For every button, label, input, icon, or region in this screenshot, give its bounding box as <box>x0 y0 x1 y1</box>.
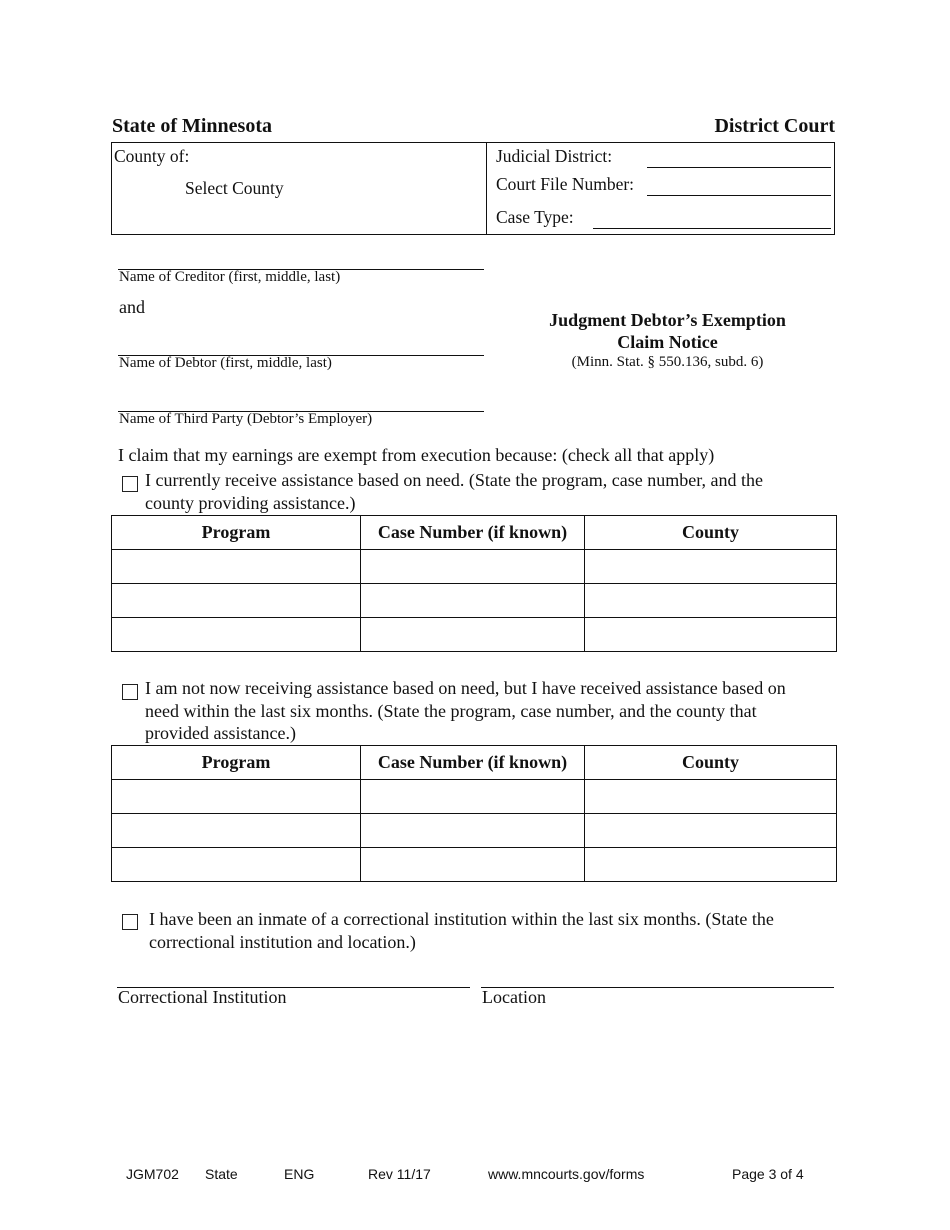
statute-reference: (Minn. Stat. § 550.136, subd. 6) <box>571 354 764 370</box>
program-header: Program <box>112 516 361 550</box>
program-cell[interactable] <box>112 550 361 584</box>
state-heading: State of Minnesota <box>112 115 272 137</box>
assistance-table-current <box>111 515 837 652</box>
court-file-number-label: Court File Number: <box>496 174 635 194</box>
table-row <box>112 550 837 584</box>
case-number-header: Case Number (if known) <box>361 746 585 780</box>
county-label: County of: <box>114 146 190 166</box>
claim-intro: I claim that my earnings are exempt from execution because: (check all that apply) <box>118 445 715 465</box>
and-label: and <box>119 297 145 317</box>
county-cell[interactable] <box>585 550 837 584</box>
footer-language: ENG <box>284 1166 315 1182</box>
option1-text-line2: county providing assistance.) <box>145 493 356 513</box>
option2-text-line3: provided assistance.) <box>145 723 296 743</box>
county-header: County <box>585 516 837 550</box>
case-number-cell[interactable] <box>361 814 585 848</box>
case-number-cell[interactable] <box>361 550 585 584</box>
caption-divider <box>486 142 487 235</box>
county-cell[interactable] <box>585 618 837 652</box>
option1-text-line1: I currently receive assistance based on need. (State the program, case number, and the <box>145 470 764 490</box>
judicial-district-field[interactable] <box>647 167 831 168</box>
option3-checkbox[interactable] <box>122 914 138 930</box>
court-heading: District Court <box>714 115 835 137</box>
judicial-district-label: Judicial District: <box>496 146 613 166</box>
footer-jurisdiction: State <box>205 1166 238 1182</box>
form-title-line1: Judgment Debtor’s Exemption <box>549 310 786 330</box>
court-file-number-field[interactable] <box>647 195 831 196</box>
option2-text-line1: I am not now receiving assistance based on need, but I have received assistance based on <box>145 678 786 698</box>
debtor-label: Name of Debtor (first, middle, last) <box>119 355 332 371</box>
table-header-row <box>112 516 837 550</box>
county-cell[interactable] <box>585 780 837 814</box>
option3-text-line1: I have been an inmate of a correctional institution within the last six months. (State the <box>149 909 774 929</box>
option1-checkbox[interactable] <box>122 476 138 492</box>
county-cell[interactable] <box>585 848 837 882</box>
program-cell[interactable] <box>112 848 361 882</box>
program-cell[interactable] <box>112 814 361 848</box>
case-number-cell[interactable] <box>361 780 585 814</box>
county-header: County <box>585 746 837 780</box>
case-number-cell[interactable] <box>361 584 585 618</box>
program-cell[interactable] <box>112 780 361 814</box>
location-label: Location <box>482 987 546 1007</box>
option2-text-line2: need within the last six months. (State the program, case number, and the county that <box>145 701 757 721</box>
option3-text-line2: correctional institution and location.) <box>149 932 416 952</box>
assistance-table-past <box>111 745 837 882</box>
case-number-header: Case Number (if known) <box>361 516 585 550</box>
county-cell[interactable] <box>585 814 837 848</box>
option2-checkbox[interactable] <box>122 684 138 700</box>
case-type-label: Case Type: <box>496 207 574 227</box>
third-party-label: Name of Third Party (Debtor’s Employer) <box>119 411 373 427</box>
case-type-field[interactable] <box>593 228 831 229</box>
footer-page-number: Page 3 of 4 <box>732 1166 804 1182</box>
footer-revision: Rev 11/17 <box>368 1166 431 1182</box>
county-cell[interactable] <box>585 584 837 618</box>
county-select[interactable]: Select County <box>185 178 284 198</box>
table-row <box>112 848 837 882</box>
table-row <box>112 584 837 618</box>
table-header-row <box>112 746 837 780</box>
program-cell[interactable] <box>112 584 361 618</box>
case-number-cell[interactable] <box>361 848 585 882</box>
case-number-cell[interactable] <box>361 618 585 652</box>
table-row <box>112 780 837 814</box>
program-header: Program <box>112 746 361 780</box>
form-title-line2: Claim Notice <box>617 332 718 352</box>
footer-url[interactable]: www.mncourts.gov/forms <box>488 1166 645 1182</box>
creditor-label: Name of Creditor (first, middle, last) <box>119 269 341 285</box>
correctional-institution-label: Correctional Institution <box>118 987 287 1007</box>
footer-form-id: JGM702 <box>126 1166 179 1182</box>
table-row <box>112 814 837 848</box>
table-row <box>112 618 837 652</box>
program-cell[interactable] <box>112 618 361 652</box>
